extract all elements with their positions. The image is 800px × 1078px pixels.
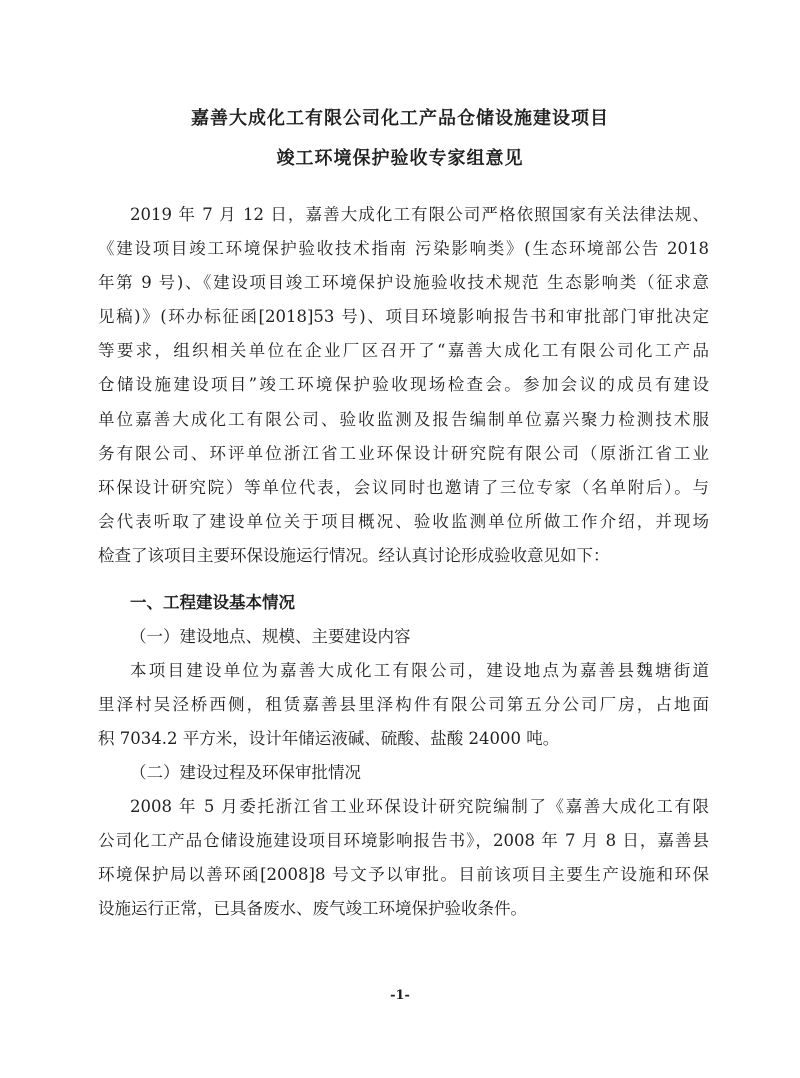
text-line: 检查了该项目主要环保设施运行情况。经认真讨论形成验收意见如下： <box>98 546 610 565</box>
page-number: -1- <box>390 988 410 1003</box>
text-line: 2008 年 5 月委托浙江省工业环保设计研究院编制了《嘉善大成化工有限 <box>130 797 709 816</box>
document-title-line1: 嘉善大成化工有限公司化工产品仓储设施建设项目 <box>191 108 609 129</box>
text-line: 里泽村吴泾桥西侧，租赁嘉善县里泽构件有限公司第五分公司厂房，占地面 <box>98 695 709 714</box>
document-title-line2: 竣工环境保护验收专家组意见 <box>276 148 524 169</box>
text-line: 等要求，组织相关单位在企业厂区召开了“嘉善大成化工有限公司化工产品 <box>98 341 709 360</box>
text-line: 见稿)》(环办标征函[2018]53 号)、项目环境影响报告书和审批部门审批决定 <box>98 307 709 326</box>
text-line: 环境保护局以善环函[2008]8 号文予以审批。目前该项目主要生产设施和环保 <box>98 865 709 884</box>
text-line: 设施运行正常，已具备废水、废气竣工环境保护验收条件。 <box>98 899 527 918</box>
text-line: 会代表听取了建设单位关于项目概况、验收监测单位所做工作介绍，并现场 <box>98 512 709 531</box>
text-line: 年第 9 号)、《建设项目竣工环境保护设施验收技术规范 生态影响类（征求意 <box>98 273 709 292</box>
text-line: 仓储设施建设项目”竣工环境保护验收现场检查会。参加会议的成员有建设 <box>98 375 709 394</box>
subsection-heading: （二）建设过程及环保审批情况 <box>130 763 361 782</box>
subsection-heading: （一）建设地点、规模、主要建设内容 <box>130 627 411 646</box>
text-line: 本项目建设单位为嘉善大成化工有限公司，建设地点为嘉善县魏塘街道 <box>130 661 709 680</box>
text-line: 《建设项目竣工环境保护验收技术指南 污染影响类》(生态环境部公告 2018 <box>98 239 709 258</box>
text-line: 环保设计研究院）等单位代表，会议同时也邀请了三位专家（名单附后）。与 <box>98 478 709 497</box>
text-line: 公司化工产品仓储设施建设项目环境影响报告书》，2008 年 7 月 8 日，嘉善县 <box>98 831 709 850</box>
section-heading: 一、工程建设基本情况 <box>130 593 295 612</box>
text-line: 务有限公司、环评单位浙江省工业环保设计研究院有限公司（原浙江省工业 <box>98 444 709 463</box>
text-line: 积 7034.2 平方米，设计年储运液碱、硫酸、盐酸 24000 吨。 <box>98 729 560 748</box>
text-line: 单位嘉善大成化工有限公司、验收监测及报告编制单位嘉兴聚力检测技术服 <box>98 410 709 429</box>
text-line: 2019 年 7 月 12 日，嘉善大成化工有限公司严格依照国家有关法律法规、 <box>130 205 709 224</box>
